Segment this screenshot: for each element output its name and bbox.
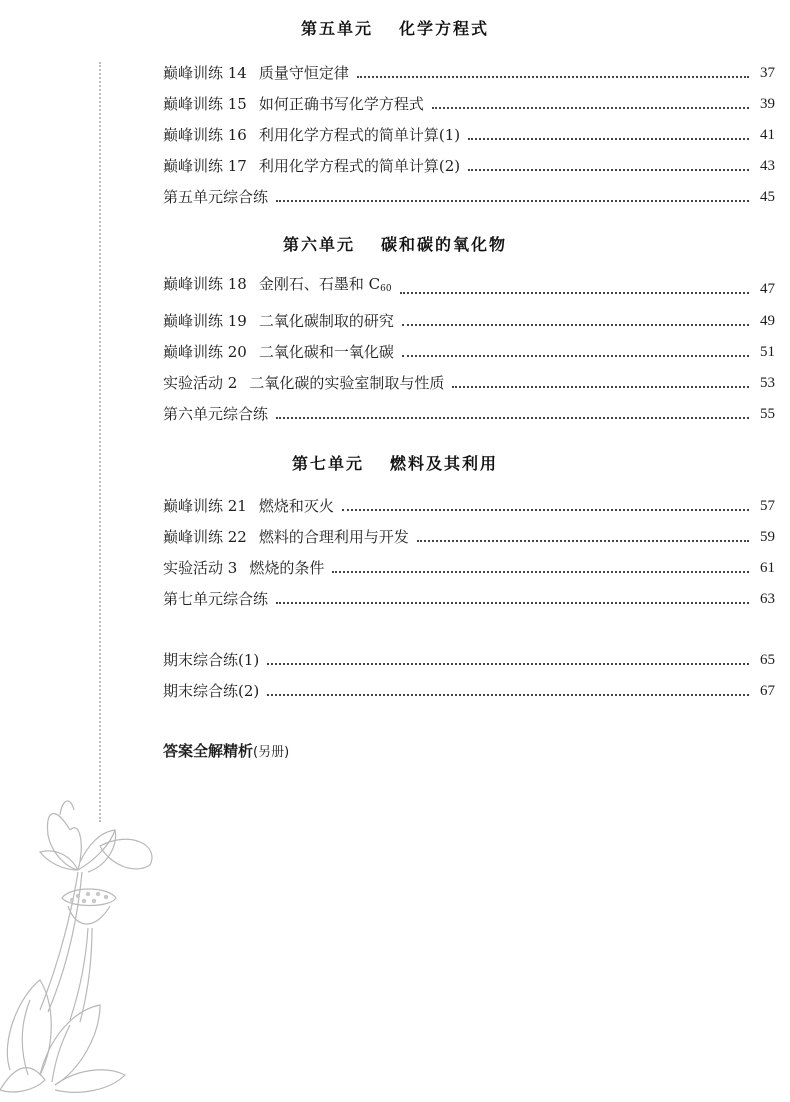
toc-entry-final[interactable]: 期末综合练(1) 65 (163, 651, 775, 669)
section-title-unit-5: 第五单元 化学方程式 (300, 19, 490, 38)
answer-key-line: 答案全解精析(另册) (163, 742, 290, 760)
toc-entry[interactable]: 巅峰训练 15 如何正确书写化学方程式 39 (163, 95, 775, 113)
toc-entry[interactable]: 巅峰训练 19 二氧化碳制取的研究 49 (163, 312, 775, 330)
toc-entry[interactable]: 巅峰训练 20 二氧化碳和一氧化碳 51 (163, 343, 775, 361)
toc-entry[interactable]: 实验活动 3 燃烧的条件 61 (163, 559, 775, 577)
lotus-illustration (0, 790, 200, 1102)
toc-entry[interactable]: 第六单元综合练 55 (163, 405, 775, 423)
toc-entry[interactable]: 巅峰训练 14 质量守恒定律 37 (163, 64, 775, 82)
section-title-unit-7: 第七单元 燃料及其利用 (291, 454, 499, 473)
toc-entry[interactable]: 巅峰训练 21 燃烧和灭火 57 (163, 497, 775, 515)
decorative-dotted-line (99, 62, 101, 822)
toc-entry[interactable]: 实验活动 2 二氧化碳的实验室制取与性质 53 (163, 374, 775, 392)
toc-entry[interactable]: 巅峰训练 22 燃料的合理利用与开发 59 (163, 528, 775, 546)
toc-entry[interactable]: 第五单元综合练 45 (163, 188, 775, 206)
toc-entry-final[interactable]: 期末综合练(2) 67 (163, 682, 775, 700)
section-title-unit-6: 第六单元 碳和碳的氧化物 (282, 235, 508, 254)
toc-entry[interactable]: 巅峰训练 16 利用化学方程式的简单计算(1) 41 (163, 126, 775, 144)
toc-entry[interactable]: 巅峰训练 18 金刚石、石墨和 $C_{60}$ 47 (163, 275, 775, 297)
toc-entry[interactable]: 巅峰训练 17 利用化学方程式的简单计算(2) 43 (163, 157, 775, 175)
toc-entry[interactable]: 第七单元综合练 63 (163, 590, 775, 608)
